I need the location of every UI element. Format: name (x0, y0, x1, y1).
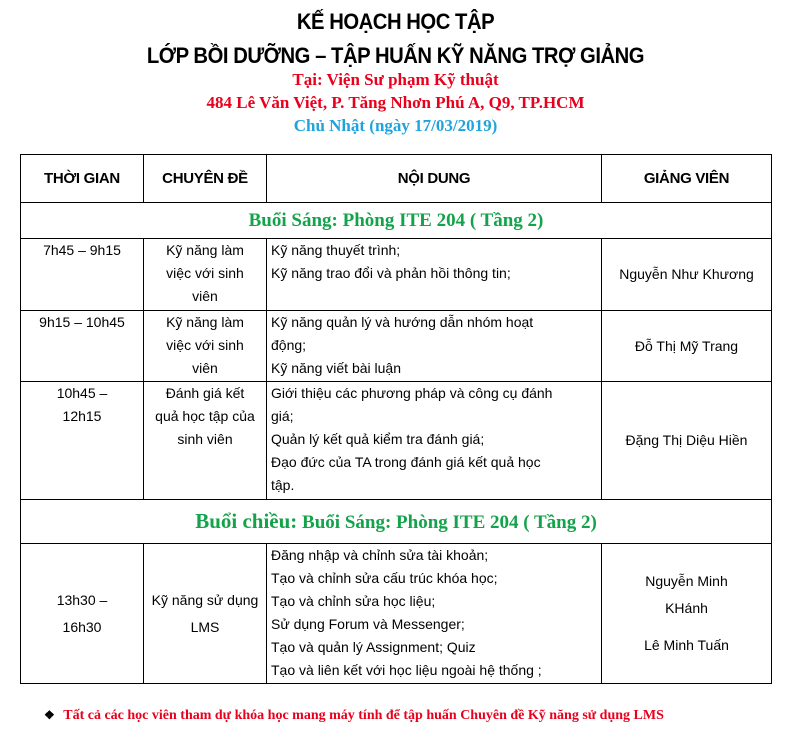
diamond-bullet-icon: ❖ (44, 708, 55, 722)
doc-subtitle: LỚP BỒI DƯỠNG – TẬP HUẤN KỸ NĂNG TRỢ GIẢNG (146, 43, 645, 68)
schedule-table (20, 154, 772, 684)
time-text: 16h30 (62, 618, 102, 635)
lecturer-name: Đỗ Thị Mỹ Trang (634, 337, 739, 354)
header-lecturer: GIẢNG VIÊN (602, 155, 772, 203)
header-content: NỘI DUNG (267, 155, 602, 203)
table-row (21, 544, 772, 684)
content-line: Tạo và chỉnh sửa cấu trúc khóa học; (271, 570, 498, 586)
topic-line: sinh viên (177, 431, 233, 447)
table-row (21, 382, 772, 500)
afternoon-room: Buổi Sáng: Phòng ITE 204 ( Tầng 2) (297, 512, 597, 533)
content-line: Quản lý kết quả kiểm tra đánh giá; (271, 431, 485, 447)
lecturer-name: Đặng Thị Diệu Hiền (625, 432, 748, 448)
topic-line: Kỹ năng làm (166, 314, 244, 330)
lecturer-name: Lê Minh Tuấn (644, 637, 729, 653)
topic-line: LMS (190, 618, 220, 635)
morning-section-row (21, 203, 772, 239)
time-text: 9h15 – 10h45 (39, 314, 125, 330)
date-line: Chủ Nhật (ngày 17/03/2019) (293, 116, 498, 135)
topic-cell (144, 311, 267, 382)
topic-cell (144, 544, 267, 684)
content-line: Giới thiệu các phương pháp và công cụ đánh (271, 385, 553, 401)
content-line: Kỹ năng trao đổi và phản hồi thông tin; (271, 265, 511, 281)
topic-line: Kỹ năng sử dụng (151, 591, 259, 608)
header-time: THỜI GIAN (21, 155, 144, 203)
afternoon-section-row (21, 500, 772, 544)
lecturer-cell (602, 382, 772, 500)
topic-line: viên (192, 288, 218, 304)
time-text: 7h45 – 9h15 (43, 242, 121, 258)
content-line: Tạo và chỉnh sửa học liệu; (271, 593, 436, 609)
content-cell (267, 311, 602, 382)
topic-line: quả học tập của (155, 408, 255, 424)
content-line: Kỹ năng viết bài luận (271, 360, 401, 376)
content-line: Tạo và liên kết với học liệu ngoài hệ thống ; (271, 662, 542, 678)
time-cell (21, 544, 144, 684)
content-line: tập. (271, 477, 295, 493)
afternoon-label: Buổi chiều: (195, 509, 298, 533)
time-text: 12h15 (62, 408, 102, 424)
lecturer-name: Nguyễn Minh (645, 573, 728, 589)
time-cell (21, 239, 144, 311)
time-text: 10h45 – (56, 385, 108, 401)
lecturer-cell (602, 544, 772, 684)
time-cell (21, 382, 144, 500)
content-line: Kỹ năng thuyết trình; (271, 242, 401, 258)
footnote (44, 708, 664, 724)
afternoon-section-title (21, 500, 772, 544)
location-line: Tại: Viện Sư phạm Kỹ thuật (292, 70, 499, 89)
header-topic: CHUYÊN ĐỀ (144, 155, 267, 203)
lecturer-name: Nguyễn Như Khương (619, 266, 754, 282)
content-cell (267, 239, 602, 311)
lecturer-name: KHánh (665, 600, 708, 616)
topic-line: Đánh giá kết (165, 385, 245, 401)
topic-line: việc với sinh (166, 265, 244, 281)
content-line: Kỹ năng quản lý và hướng dẫn nhóm hoạt (271, 314, 534, 330)
topic-cell (144, 382, 267, 500)
content-line: Đăng nhập và chỉnh sửa tài khoản; (271, 547, 489, 563)
topic-line: viên (192, 360, 218, 376)
footnote-text: Tất cả các học viên tham dự khóa học mang máy tính để tập huấn Chuyên đề Kỹ năng sử dụng LMS (63, 708, 664, 723)
time-cell (21, 311, 144, 382)
lecturer-cell (602, 311, 772, 382)
table-row (21, 239, 772, 311)
content-line: Tạo và quản lý Assignment; Quiz (271, 639, 476, 655)
lecturer-spacer (602, 622, 771, 632)
morning-section-title: Buổi Sáng: Phòng ITE 204 ( Tầng 2) (21, 203, 772, 239)
address-line: 484 Lê Văn Việt, P. Tăng Nhơn Phú A, Q9, TP.HCM (206, 93, 585, 112)
header-row (21, 155, 772, 203)
time-text: 13h30 – (56, 591, 108, 608)
content-line: giá; (271, 408, 294, 424)
lecturer-cell (602, 239, 772, 311)
content-cell (267, 382, 602, 500)
content-cell (267, 544, 602, 684)
content-line: Sử dụng Forum và Messenger; (271, 616, 465, 632)
topic-cell (144, 239, 267, 311)
table-row (21, 311, 772, 382)
doc-title: KẾ HOẠCH HỌC TẬP (296, 9, 495, 34)
topic-line: việc với sinh (166, 337, 244, 353)
content-line: động; (271, 337, 307, 353)
topic-line: Kỹ năng làm (166, 242, 244, 258)
content-line: Đạo đức của TA trong đánh giá kết quả học (271, 454, 541, 470)
